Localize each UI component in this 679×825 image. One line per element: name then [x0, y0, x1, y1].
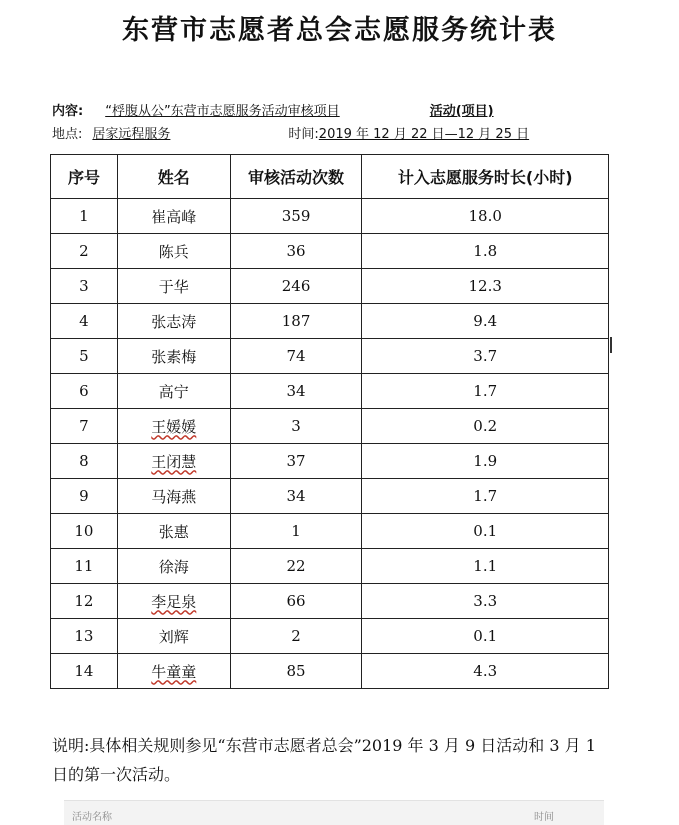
row-service-hours: 12.3 [362, 269, 609, 304]
row-index: 10 [51, 514, 118, 549]
row-name: 高宁 [117, 374, 230, 409]
table-row [51, 374, 609, 409]
content-value: “桴腹从公”东营市志愿服务活动审核项目 活动(项目) [105, 104, 494, 119]
row-service-hours: 0.2 [362, 409, 609, 444]
row-index: 1 [51, 199, 118, 234]
row-index: 8 [51, 444, 118, 479]
row-activity-count: 66 [230, 584, 362, 619]
page-title: 东营市志愿者总会志愿服务统计表 [122, 15, 557, 46]
row-activity-count: 2 [230, 619, 362, 654]
row-index: 13 [51, 619, 118, 654]
row-index: 9 [51, 479, 118, 514]
row-name: 马海燕 [117, 479, 230, 514]
row-activity-count: 22 [230, 549, 362, 584]
row-index: 12 [51, 584, 118, 619]
row-name [117, 584, 230, 619]
row-name: 张素梅 [117, 339, 230, 374]
row-name: 陈兵 [117, 234, 230, 269]
table-row [51, 234, 609, 269]
row-service-hours: 0.1 [362, 514, 609, 549]
row-name: 徐海 [117, 549, 230, 584]
table-row [51, 479, 609, 514]
row-name: 于华 [117, 269, 230, 304]
row-activity-count: 1 [230, 514, 362, 549]
bottom-toolbar [64, 800, 604, 825]
row-name: 张志涛 [117, 304, 230, 339]
row-service-hours: 1.8 [362, 234, 609, 269]
row-service-hours: 4.3 [362, 654, 609, 689]
row-activity-count: 85 [230, 654, 362, 689]
row-service-hours: 3.3 [362, 584, 609, 619]
spellcheck-marked-text: 牛童童 [151, 662, 197, 681]
spellcheck-marked-text: 王媛媛 [151, 417, 197, 436]
row-name: 张惠 [117, 514, 230, 549]
row-index: 3 [51, 269, 118, 304]
row-name [117, 654, 230, 689]
place-label: 地点: [52, 127, 83, 142]
row-service-hours: 9.4 [362, 304, 609, 339]
table-row [51, 514, 609, 549]
row-index: 2 [51, 234, 118, 269]
bottom-bar-time: 时间 [534, 812, 554, 823]
content-label: 内容: [52, 104, 84, 119]
table-row [51, 269, 609, 304]
time-label: 时间: [288, 127, 319, 142]
row-activity-count: 34 [230, 374, 362, 409]
row-name [117, 444, 230, 479]
row-activity-count: 74 [230, 339, 362, 374]
content-tag: 活动(项目) [429, 104, 494, 119]
table-row [51, 304, 609, 339]
row-index: 14 [51, 654, 118, 689]
row-activity-count: 3 [230, 409, 362, 444]
row-service-hours: 18.0 [362, 199, 609, 234]
row-activity-count: 246 [230, 269, 362, 304]
table-row [51, 409, 609, 444]
row-index: 7 [51, 409, 118, 444]
row-index: 5 [51, 339, 118, 374]
text-cursor [610, 337, 612, 353]
content-line [52, 100, 494, 119]
row-name: 崔高峰 [117, 199, 230, 234]
time-value: 2019 年 12 月 22 日—12 月 25 日 [318, 127, 530, 142]
row-activity-count: 187 [230, 304, 362, 339]
row-activity-count: 359 [230, 199, 362, 234]
place-line [52, 123, 529, 142]
table-row [51, 654, 609, 689]
header-activity-count: 审核活动次数 [230, 155, 362, 199]
table-row [51, 619, 609, 654]
header-service-hours: 计入志愿服务时长(小时) [362, 155, 609, 199]
table-row [51, 444, 609, 479]
row-service-hours: 1.7 [362, 374, 609, 409]
row-service-hours: 1.7 [362, 479, 609, 514]
row-service-hours: 0.1 [362, 619, 609, 654]
table-row [51, 584, 609, 619]
row-name [117, 409, 230, 444]
row-index: 11 [51, 549, 118, 584]
row-activity-count: 37 [230, 444, 362, 479]
spellcheck-marked-text: 李足泉 [151, 592, 197, 611]
row-activity-count: 36 [230, 234, 362, 269]
row-service-hours: 1.1 [362, 549, 609, 584]
row-activity-count: 34 [230, 479, 362, 514]
table-row [51, 339, 609, 374]
spellcheck-marked-text: 王闭慧 [151, 452, 197, 471]
table-row [51, 199, 609, 234]
bottom-bar-activity-name: 活动名称 [72, 812, 112, 823]
note-paragraph: 说明:具体相关规则参见“东营市志愿者总会”2019 年 3 月 9 日活动和 3 月 1 日的第一次活动。 [52, 736, 596, 784]
row-name: 刘辉 [117, 619, 230, 654]
row-service-hours: 1.9 [362, 444, 609, 479]
table-header-row [51, 155, 609, 199]
row-index: 6 [51, 374, 118, 409]
table-row [51, 549, 609, 584]
volunteer-stats-table [50, 154, 609, 689]
header-name: 姓名 [117, 155, 230, 199]
row-index: 4 [51, 304, 118, 339]
row-service-hours: 3.7 [362, 339, 609, 374]
header-index: 序号 [51, 155, 118, 199]
place-value: 居家远程服务 [92, 127, 171, 142]
